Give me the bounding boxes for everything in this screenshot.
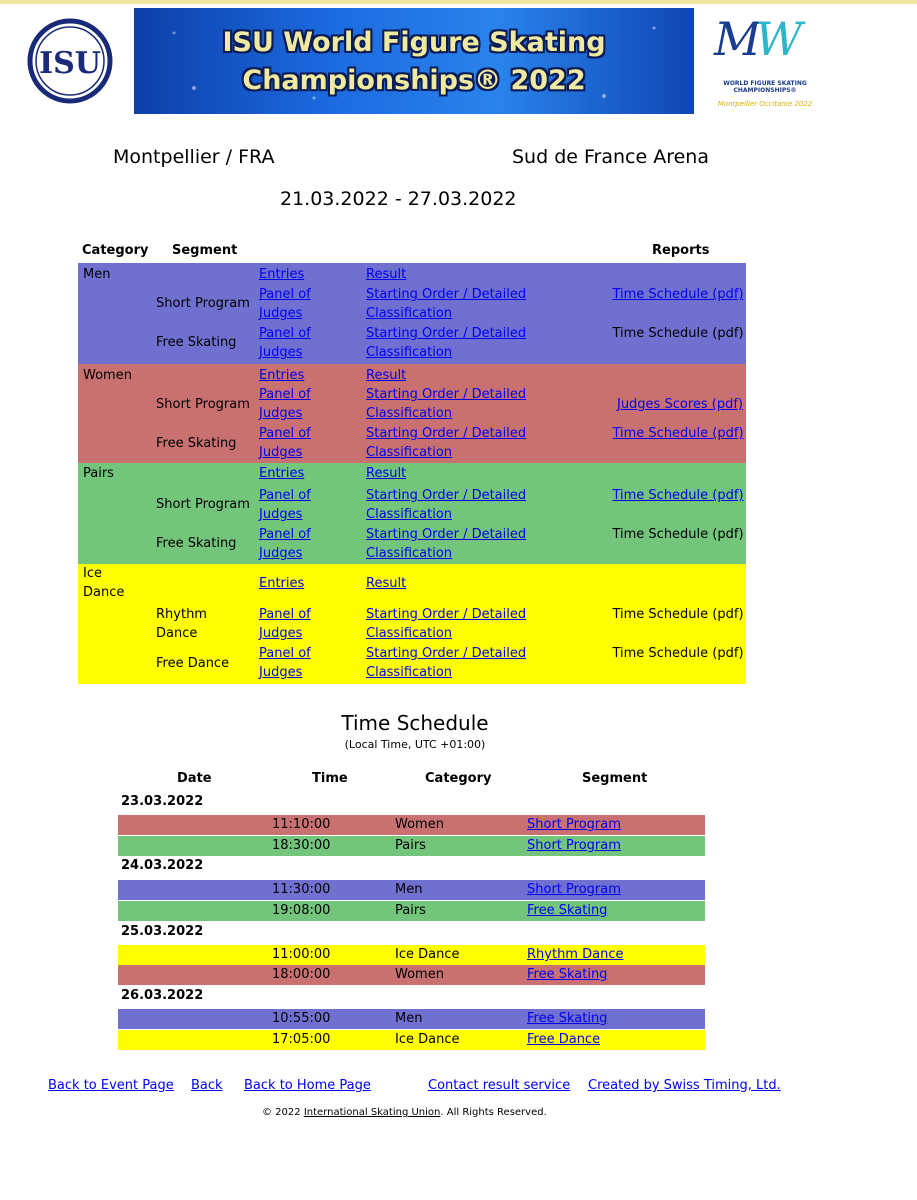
- schedule-time: 10:55:00: [272, 1011, 331, 1026]
- result-link[interactable]: Result: [366, 576, 407, 591]
- schedule-category: Ice Dance: [395, 947, 460, 962]
- category-name: Men: [83, 267, 111, 282]
- schedule-segment-link[interactable]: Free Skating: [527, 1011, 608, 1026]
- panel-of-judges-link[interactable]: Panel of Judges: [259, 287, 311, 321]
- panel-of-judges-link[interactable]: Panel of Judges: [259, 488, 311, 522]
- schedule-category: Ice Dance: [395, 1032, 460, 1047]
- schedule-row: [118, 880, 705, 900]
- schedule-category: Pairs: [395, 838, 426, 853]
- schedule-header-segment: Segment: [582, 771, 648, 786]
- schedule-header-category: Category: [425, 771, 492, 786]
- schedule-row: [118, 945, 705, 965]
- segment-name: Rhythm Dance: [156, 607, 207, 641]
- swiss-timing-link[interactable]: Created by Swiss Timing, Ltd.: [588, 1078, 781, 1093]
- isu-logo-text: ISU: [39, 46, 101, 81]
- segment-name: Short Program: [156, 296, 250, 311]
- schedule-time: 18:30:00: [272, 838, 331, 853]
- entries-link[interactable]: Entries: [259, 267, 305, 282]
- copyright-prefix: © 2022: [262, 1107, 301, 1118]
- isu-logo[interactable]: [27, 18, 113, 104]
- schedule-category: Women: [395, 967, 444, 982]
- schedule-time: 11:10:00: [272, 817, 331, 832]
- schedule-category: Men: [395, 882, 423, 897]
- panel-of-judges-link[interactable]: Panel of Judges: [259, 607, 311, 641]
- category-block-ice-dance: [78, 564, 746, 684]
- schedule-segment-link[interactable]: Short Program: [527, 838, 621, 853]
- schedule-category: Pairs: [395, 903, 426, 918]
- schedule-time: 11:00:00: [272, 947, 331, 962]
- schedule-row: [118, 836, 705, 856]
- header-category: Category: [82, 243, 149, 258]
- schedule-time: 11:30:00: [272, 882, 331, 897]
- schedule-segment-link[interactable]: Rhythm Dance: [527, 947, 624, 962]
- report-link[interactable]: Time Schedule (pdf): [612, 426, 744, 441]
- report-text: Time Schedule (pdf): [612, 646, 744, 661]
- segment-name: Free Dance: [156, 656, 230, 671]
- segment-name: Short Program: [156, 397, 250, 412]
- schedule-row: [118, 901, 705, 921]
- schedule-category: Women: [395, 817, 444, 832]
- header-reports: Reports: [652, 243, 710, 258]
- segment-name: Free Skating: [156, 536, 237, 551]
- schedule-segment-link[interactable]: Free Skating: [527, 967, 608, 982]
- panel-of-judges-link[interactable]: Panel of Judges: [259, 387, 311, 421]
- report-text: Time Schedule (pdf): [612, 607, 744, 622]
- schedule-time: 18:00:00: [272, 967, 331, 982]
- copyright-suffix: . All Rights Reserved.: [440, 1107, 547, 1118]
- banner-title-line2: Championships® 2022: [242, 65, 586, 96]
- report-text: Time Schedule (pdf): [612, 527, 744, 542]
- banner-title-line1: ISU World Figure Skating: [222, 27, 606, 58]
- back-link[interactable]: Back: [191, 1078, 223, 1093]
- report-link[interactable]: Time Schedule (pdf): [612, 287, 744, 302]
- segment-name: Short Program: [156, 497, 250, 512]
- category-block-pairs: [78, 463, 746, 564]
- schedule-row: [118, 815, 705, 835]
- schedule-segment-link[interactable]: Free Skating: [527, 903, 608, 918]
- schedule-row: [118, 1009, 705, 1029]
- category-block-men: [78, 263, 746, 364]
- schedule-segment-link[interactable]: Free Dance: [527, 1032, 601, 1047]
- judges-scores-link[interactable]: Judges Scores (pdf): [616, 397, 744, 412]
- event-dates: 21.03.2022 - 27.03.2022: [280, 188, 517, 210]
- schedule-timezone: (Local Time, UTC +01:00): [344, 738, 486, 751]
- category-name: Ice Dance: [83, 566, 125, 600]
- starting-order-link[interactable]: Starting Order / Detailed Classification: [366, 646, 527, 680]
- starting-order-link[interactable]: Starting Order / Detailed Classification: [366, 426, 527, 460]
- schedule-day: 25.03.2022: [121, 924, 204, 939]
- title-banner: [134, 8, 694, 114]
- schedule-day: 26.03.2022: [121, 988, 204, 1003]
- championship-logo[interactable]: [700, 8, 832, 114]
- copyright: [262, 1107, 547, 1118]
- category-block-women: [78, 364, 746, 463]
- starting-order-link[interactable]: Starting Order / Detailed Classification: [366, 607, 527, 641]
- report-link[interactable]: Time Schedule (pdf): [612, 488, 744, 503]
- back-to-home-link[interactable]: Back to Home Page: [244, 1078, 371, 1093]
- panel-of-judges-link[interactable]: Panel of Judges: [259, 426, 311, 460]
- starting-order-link[interactable]: Starting Order / Detailed Classification: [366, 387, 527, 421]
- entries-link[interactable]: Entries: [259, 368, 305, 383]
- category-name: Women: [83, 368, 132, 383]
- starting-order-link[interactable]: Starting Order / Detailed Classification: [366, 287, 527, 321]
- schedule-time: 17:05:00: [272, 1032, 331, 1047]
- panel-of-judges-link[interactable]: Panel of Judges: [259, 646, 311, 680]
- event-city: Montpellier / FRA: [113, 146, 275, 168]
- schedule-segment-link[interactable]: Short Program: [527, 817, 621, 832]
- result-link[interactable]: Result: [366, 466, 407, 481]
- starting-order-link[interactable]: Starting Order / Detailed Classification: [366, 326, 527, 360]
- mw-logo-icon: MW: [714, 12, 797, 66]
- starting-order-link[interactable]: Starting Order / Detailed Classification: [366, 527, 527, 561]
- event-venue: Sud de France Arena: [512, 146, 709, 168]
- segment-name: Free Skating: [156, 335, 237, 350]
- schedule-day: 23.03.2022: [121, 794, 204, 809]
- result-link[interactable]: Result: [366, 368, 407, 383]
- category-name: Pairs: [83, 466, 114, 481]
- result-link[interactable]: Result: [366, 267, 407, 282]
- schedule-segment-link[interactable]: Short Program: [527, 882, 621, 897]
- segment-name: Free Skating: [156, 436, 237, 451]
- championship-logo-signature: Montpellier Occitanie 2022: [717, 100, 813, 108]
- entries-link[interactable]: Entries: [259, 466, 305, 481]
- starting-order-link[interactable]: Starting Order / Detailed Classification: [366, 488, 527, 522]
- contact-result-service-link[interactable]: Contact result service: [428, 1078, 571, 1093]
- schedule-time: 19:08:00: [272, 903, 331, 918]
- schedule-header-time: Time: [312, 771, 348, 786]
- schedule-day: 24.03.2022: [121, 858, 204, 873]
- isu-link[interactable]: International Skating Union: [303, 1107, 441, 1118]
- header: [0, 8, 917, 116]
- schedule-title: Time Schedule: [341, 711, 489, 735]
- header-segment: Segment: [172, 243, 238, 258]
- championship-logo-text: WORLD FIGURE SKATING CHAMPIONSHIPS®: [723, 80, 807, 94]
- schedule-category: Men: [395, 1011, 423, 1026]
- top-border: [0, 0, 917, 4]
- back-to-event-link[interactable]: Back to Event Page: [48, 1078, 174, 1093]
- panel-of-judges-link[interactable]: Panel of Judges: [259, 527, 311, 561]
- report-text: Time Schedule (pdf): [612, 326, 744, 341]
- schedule-row: [118, 1030, 705, 1050]
- panel-of-judges-link[interactable]: Panel of Judges: [259, 326, 311, 360]
- schedule-header-date: Date: [177, 771, 212, 786]
- schedule-row: [118, 965, 705, 985]
- entries-link[interactable]: Entries: [259, 576, 305, 591]
